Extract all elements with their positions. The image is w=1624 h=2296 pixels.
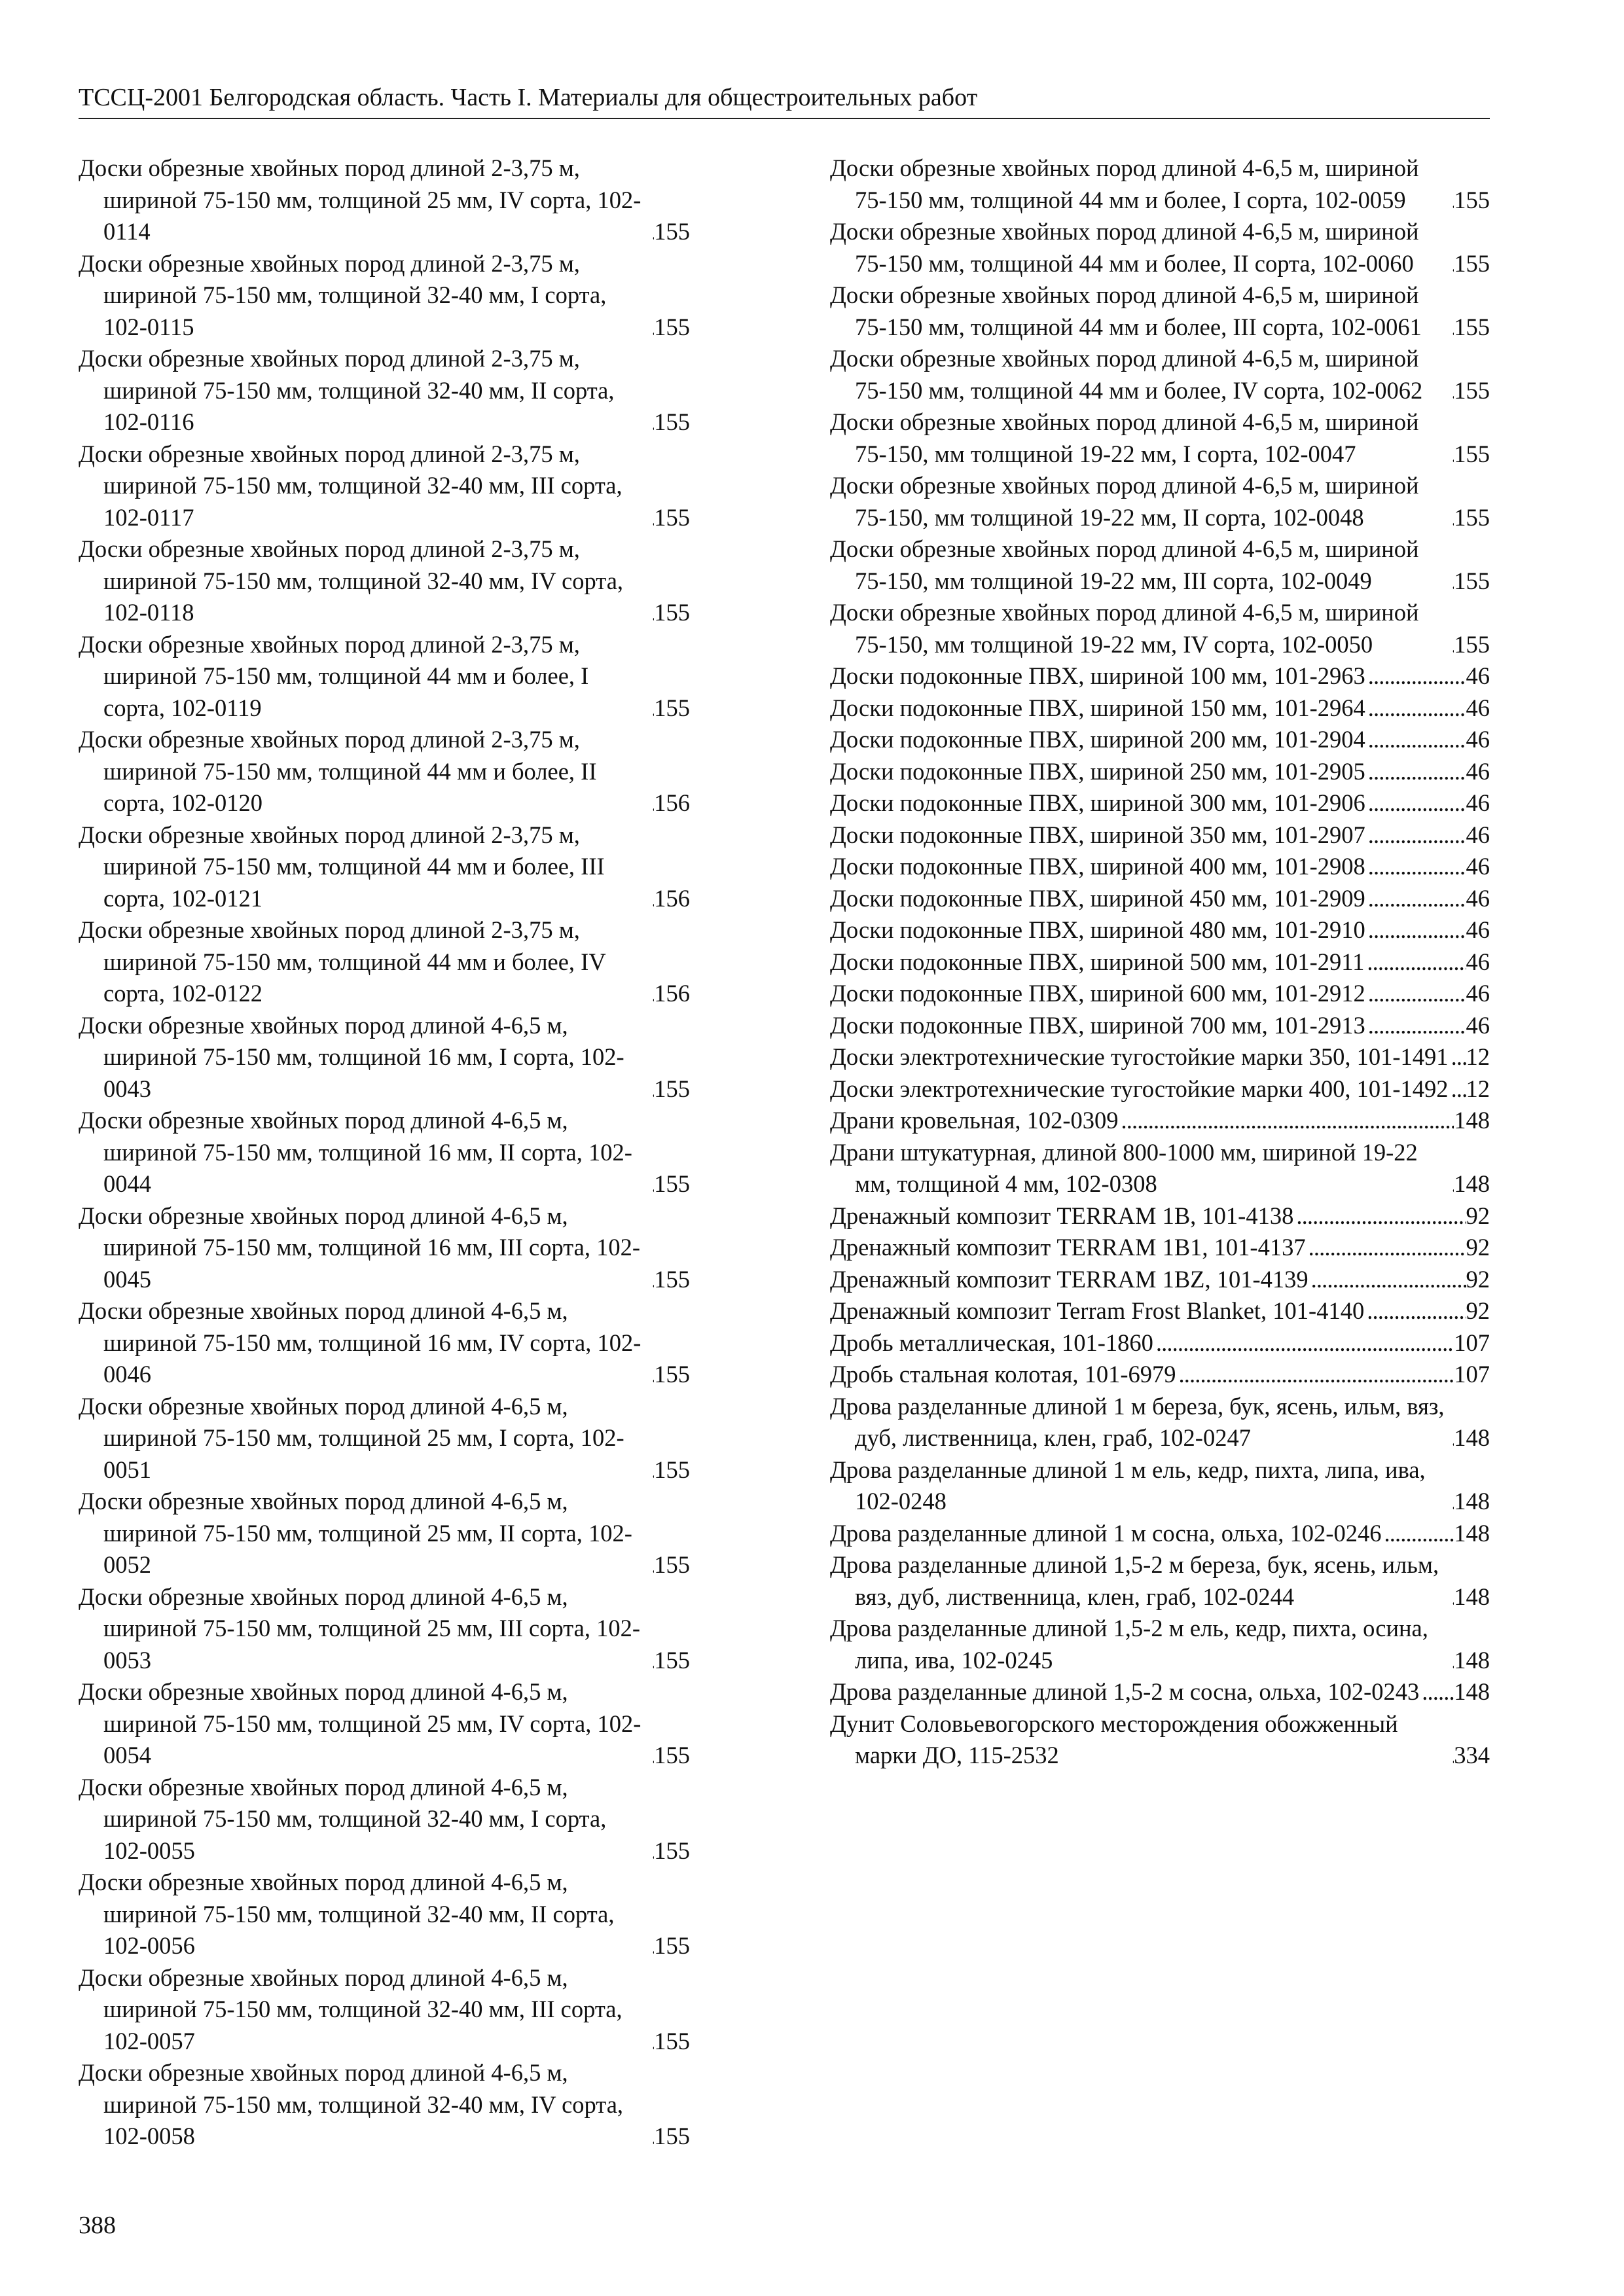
index-entry (830, 1264, 1490, 1296)
dot-leader (1449, 1168, 1454, 1200)
index-entry-text: Доски подоконные ПВХ, шириной 200 мм, 101-2904 (830, 726, 1365, 753)
index-entry (830, 787, 1490, 819)
index-entry (830, 1041, 1490, 1073)
index-entry-text: Доски подоконные ПВХ, шириной 300 мм, 101-2906 (830, 789, 1365, 816)
index-entry-text: Драни кровельная, 102-0309 (830, 1107, 1119, 1134)
index-entry-text: Доски подоконные ПВХ, шириной 350 мм, 101-2907 (830, 821, 1365, 848)
index-entry-page: 156 (654, 789, 690, 816)
index-entry-text: Доски обрезные хвойных пород длиной 4-6,5 м, шириной 75-150 мм, толщиной 44 мм и более, II сорта, 102-0060 (830, 218, 1419, 277)
index-entry-text: Доски подоконные ПВХ, шириной 500 мм, 101-2911 (830, 948, 1365, 975)
index-entry-page: 155 (1454, 249, 1490, 277)
dot-leader (1365, 819, 1466, 852)
dot-leader (649, 502, 654, 534)
index-entry (830, 883, 1490, 915)
dot-leader (649, 597, 654, 629)
index-entry-page: 155 (654, 1837, 690, 1864)
index-entry-text: Дрова разделанные длиной 1,5-2 м сосна, ольха, 102-0243 (830, 1678, 1420, 1705)
index-entry (830, 1295, 1490, 1327)
index-entry-page: 92 (1466, 1297, 1490, 1324)
index-entry-text: Доски обрезные хвойных пород длиной 2-3,75 м, шириной 75-150 мм, толщиной 44 мм и более, I сорта, 102-0119 (79, 630, 589, 721)
index-entry-page: 155 (1454, 376, 1490, 404)
index-entry-page: 155 (654, 1932, 690, 1959)
index-entry (79, 724, 690, 819)
index-entry-page: 155 (654, 2123, 690, 2149)
index-entry (830, 1327, 1490, 1359)
index-entry (79, 248, 690, 344)
index-entry (830, 1549, 1490, 1613)
index-entry-text: Дренажный композит TERRAM 1B, 101-4138 (830, 1202, 1294, 1229)
index-entry-text: Доски подоконные ПВХ, шириной 400 мм, 101-2908 (830, 853, 1365, 880)
dot-leader (1449, 1645, 1454, 1677)
index-entry-text: Доски обрезные хвойных пород длиной 4-6,5 м, шириной 75-150 мм, толщиной 44 мм и более, I сорта, 102-0059 (830, 154, 1419, 213)
index-entry-page: 155 (654, 1742, 690, 1768)
index-entry-page: 155 (654, 2027, 690, 2054)
index-entry-page: 155 (654, 1170, 690, 1197)
index-entry-text: Доски обрезные хвойных пород длиной 4-6,5 м, шириной 75-150, мм толщиной 19-22 мм, II сорта, 102-0048 (830, 472, 1419, 531)
index-entry (830, 946, 1490, 978)
index-entry-page: 148 (1454, 1107, 1490, 1134)
index-entry-page: 107 (1454, 1361, 1490, 1388)
dot-leader (1364, 1295, 1466, 1327)
index-entry (79, 819, 690, 915)
index-entry (79, 2057, 690, 2153)
dot-leader (1365, 787, 1466, 819)
dot-leader (649, 883, 654, 915)
index-entry (79, 1581, 690, 1677)
index-entry-page: 155 (654, 1456, 690, 1483)
index-entry (830, 851, 1490, 883)
index-entry (79, 1391, 690, 1486)
dot-leader (649, 2026, 654, 2058)
dot-leader (1365, 756, 1466, 788)
index-entry-text: Доски обрезные хвойных пород длиной 4-6,5 м, шириной 75-150, мм толщиной 19-22 мм, I сорта, 102-0047 (830, 408, 1419, 467)
dot-leader (649, 1930, 654, 1962)
index-entry (830, 1105, 1490, 1137)
index-entry (830, 724, 1490, 756)
index-entry-page: 155 (1454, 186, 1490, 213)
index-entry-text: Доски подоконные ПВХ, шириной 600 мм, 101-2912 (830, 980, 1365, 1007)
index-entry (830, 1454, 1490, 1518)
index-entry-text: Доски обрезные хвойных пород длиной 2-3,75 м, шириной 75-150 мм, толщиной 44 мм и более, IV сорта, 102-0122 (79, 916, 606, 1007)
index-entry (830, 343, 1490, 406)
dot-leader (1449, 1422, 1454, 1454)
index-entry-text: Доски обрезные хвойных пород длиной 4-6,5 м, шириной 75-150 мм, толщиной 16 мм, III сорта, 102-0045 (79, 1202, 641, 1293)
index-entry (830, 756, 1490, 788)
index-entry-text: Дрова разделанные длиной 1 м береза, бук, ясень, ильм, вяз, дуб, лиственница, клен, граб, 102-0247 (830, 1392, 1445, 1451)
dot-leader (1449, 1041, 1466, 1073)
index-entry-page: 46 (1466, 757, 1490, 785)
dot-leader (649, 1645, 654, 1677)
index-entry-text: Драни штукатурная, длиной 800-1000 мм, шириной 19-22 мм, толщиной 4 мм, 102-0308 (830, 1138, 1418, 1197)
index-entry (830, 1232, 1490, 1264)
index-entry-page: 155 (654, 1646, 690, 1674)
index-column-left (79, 152, 690, 2153)
dot-leader (649, 1073, 654, 1105)
index-entry (79, 343, 690, 439)
dot-leader (1449, 502, 1454, 534)
dot-leader (1449, 629, 1454, 661)
index-entry (79, 1962, 690, 2058)
index-entry-text: Доски обрезные хвойных пород длиной 4-6,5 м, шириной 75-150 мм, толщиной 16 мм, IV сорта, 102-0046 (79, 1297, 641, 1388)
index-entry-text: Доски обрезные хвойных пород длиной 2-3,75 м, шириной 75-150 мм, толщиной 32-40 мм, II сорта, 102-0116 (79, 345, 615, 435)
index-entry-text: Доски обрезные хвойных пород длиной 4-6,5 м, шириной 75-150 мм, толщиной 25 мм, I сорта, 102-0051 (79, 1392, 624, 1483)
index-entry-text: Доски обрезные хвойных пород длиной 4-6,5 м, шириной 75-150 мм, толщиной 16 мм, II сорта, 102-0044 (79, 1107, 632, 1197)
index-entry-text: Дрова разделанные длиной 1,5-2 м береза, бук, ясень, ильм, вяз, дуб, лиственница, клен, граб, 102-0244 (830, 1551, 1439, 1610)
index-entry-page: 46 (1466, 853, 1490, 880)
dot-leader (649, 1454, 654, 1486)
index-entry-text: Дрова разделанные длиной 1 м ель, кедр, пихта, липа, ива, 102-0248 (830, 1456, 1426, 1515)
index-entry (79, 1676, 690, 1772)
index-entry-text: Доски обрезные хвойных пород длиной 4-6,5 м, шириной 75-150 мм, толщиной 32-40 мм, IV сорта, 102-0058 (79, 2059, 624, 2149)
index-entry (830, 470, 1490, 533)
index-entry-text: Дрова разделанные длиной 1,5-2 м ель, кедр, пихта, осина, липа, ива, 102-0245 (830, 1615, 1428, 1674)
index-entry-page: 155 (654, 218, 690, 245)
index-entry (79, 629, 690, 725)
index-entry-page: 155 (654, 408, 690, 435)
page-header (79, 81, 1490, 119)
dot-leader (1365, 851, 1466, 883)
index-entry-page: 46 (1466, 789, 1490, 816)
index-entry (830, 978, 1490, 1010)
index-entry (79, 1772, 690, 1867)
index-entry-page: 92 (1466, 1265, 1490, 1293)
dot-leader (649, 692, 654, 725)
index-entry (79, 1486, 690, 1581)
index-entry-page: 92 (1466, 1202, 1490, 1229)
index-entry-text: Доски обрезные хвойных пород длиной 4-6,5 м, шириной 75-150 мм, толщиной 25 мм, III сорта, 102-0053 (79, 1583, 641, 1674)
dot-leader (1176, 1359, 1454, 1391)
dot-leader (1449, 1581, 1454, 1613)
index-entry-text: Доски обрезные хвойных пород длиной 2-3,75 м, шириной 75-150 мм, толщиной 25 мм, IV сорта, 102-0114 (79, 154, 641, 245)
index-entry-page: 155 (1454, 503, 1490, 531)
dot-leader (1419, 1676, 1454, 1708)
index-entry-text: Доски обрезные хвойных пород длиной 4-6,5 м, шириной 75-150 мм, толщиной 32-40 мм, II сорта, 102-0056 (79, 1869, 615, 1959)
index-entry-text: Дунит Соловьевогорского месторождения обожженный марки ДО, 115-2532 (830, 1710, 1398, 1768)
index-entry-text: Доски обрезные хвойных пород длиной 4-6,5 м, шириной 75-150 мм, толщиной 16 мм, I сорта, 102-0043 (79, 1011, 624, 1102)
index-entry-page: 155 (654, 1551, 690, 1578)
index-entry-text: Доски обрезные хвойных пород длиной 4-6,5 м, шириной 75-150 мм, толщиной 25 мм, IV сорта, 102-0054 (79, 1678, 641, 1768)
dot-leader (1449, 1740, 1454, 1772)
index-entry (79, 439, 690, 534)
dot-leader (1381, 1518, 1454, 1550)
index-entry (830, 1137, 1490, 1200)
index-entry-page: 46 (1466, 821, 1490, 848)
index-entry-page: 155 (654, 694, 690, 721)
index-entry-text: Доски обрезные хвойных пород длиной 2-3,75 м, шириной 75-150 мм, толщиной 32-40 мм, III сорта, 102-0117 (79, 440, 623, 531)
dot-leader (1449, 375, 1454, 407)
index-entry-text: Доски подоконные ПВХ, шириной 480 мм, 101-2910 (830, 916, 1365, 943)
index-entry (830, 1073, 1490, 1105)
index-entry-text: Доски обрезные хвойных пород длиной 2-3,75 м, шириной 75-150 мм, толщиной 44 мм и более, III сорта, 102-0121 (79, 821, 605, 912)
dot-leader (1293, 1200, 1466, 1232)
dot-leader (649, 1168, 654, 1200)
index-entry (830, 1359, 1490, 1391)
index-entry-text: Доски подоконные ПВХ, шириной 150 мм, 101-2964 (830, 694, 1365, 721)
dot-leader (1364, 946, 1466, 978)
index-entry (830, 914, 1490, 946)
index-entry-page: 156 (654, 980, 690, 1007)
index-entry-page: 46 (1466, 980, 1490, 1007)
index-entry-text: Доски обрезные хвойных пород длиной 4-6,5 м, шириной 75-150 мм, толщиной 44 мм и более, IV сорта, 102-0062 (830, 345, 1423, 404)
page-number: 388 (79, 2212, 116, 2239)
index-entry-text: Доски обрезные хвойных пород длиной 4-6,5 м, шириной 75-150 мм, толщиной 32-40 мм, I сорта, 102-0055 (79, 1773, 607, 1864)
index-entry (79, 914, 690, 1010)
index-column-right (830, 152, 1490, 1772)
dot-leader (1365, 914, 1466, 946)
index-entry (830, 533, 1490, 597)
index-entry-text: Доски обрезные хвойных пород длиной 4-6,5 м, шириной 75-150 мм, толщиной 32-40 мм, III сорта, 102-0057 (79, 1964, 623, 2054)
dot-leader (1365, 660, 1466, 692)
dot-leader (1365, 978, 1466, 1010)
index-entry-page: 155 (654, 1361, 690, 1388)
index-entry-text: Доски обрезные хвойных пород длиной 4-6,5 м, шириной 75-150, мм толщиной 19-22 мм, IV сорта, 102-0050 (830, 599, 1419, 658)
index-entry (79, 1105, 690, 1200)
index-entry-text: Доски обрезные хвойных пород длиной 2-3,75 м, шириной 75-150 мм, толщиной 32-40 мм, I сорта, 102-0115 (79, 249, 607, 340)
index-entry-text: Дренажный композит TERRAM 1B1, 101-4137 (830, 1234, 1306, 1261)
dot-leader (1449, 565, 1454, 598)
index-entry-text: Дренажный композит Terram Frost Blanket, 101-4140 (830, 1297, 1365, 1324)
index-entry-text: Доски обрезные хвойных пород длиной 2-3,75 м, шириной 75-150 мм, толщиной 44 мм и более, II сорта, 102-0120 (79, 726, 597, 816)
index-entry-text: Доски обрезные хвойных пород длиной 4-6,5 м, шириной 75-150 мм, толщиной 44 мм и более, III сорта, 102-0061 (830, 281, 1422, 340)
index-entry-page: 148 (1454, 1488, 1490, 1515)
dot-leader (1449, 312, 1454, 344)
index-entry (830, 692, 1490, 725)
dot-leader (1365, 883, 1466, 915)
index-entry (830, 1391, 1490, 1454)
dot-leader (1449, 248, 1454, 280)
dot-leader (649, 978, 654, 1010)
index-entry-page: 148 (1454, 1170, 1490, 1197)
index-entry-page: 148 (1454, 1646, 1490, 1674)
dot-leader (649, 787, 654, 819)
index-entry-page: 107 (1454, 1329, 1490, 1356)
index-entry (830, 597, 1490, 660)
index-entry-page: 155 (654, 1265, 690, 1293)
index-entry (79, 1295, 690, 1391)
dot-leader (1153, 1327, 1454, 1359)
index-entry-page: 12 (1466, 1043, 1490, 1070)
index-entry-page: 155 (654, 599, 690, 626)
index-entry (830, 279, 1490, 343)
index-entry-page: 334 (1454, 1742, 1490, 1768)
dot-leader (649, 2121, 654, 2153)
index-entry-text: Доски подоконные ПВХ, шириной 450 мм, 101-2909 (830, 884, 1365, 912)
dot-leader (649, 1549, 654, 1581)
dot-leader (1308, 1264, 1466, 1296)
dot-leader (1449, 1073, 1466, 1105)
index-entry-page: 46 (1466, 884, 1490, 912)
index-entry (830, 152, 1490, 216)
dot-leader (649, 312, 654, 344)
index-entry (79, 1867, 690, 1962)
index-entry (830, 1200, 1490, 1232)
index-entry (830, 1708, 1490, 1772)
index-entry-page: 46 (1466, 1011, 1490, 1039)
index-entry-page: 155 (1454, 440, 1490, 467)
index-entry-page: 155 (654, 1075, 690, 1102)
index-entry-text: Дренажный композит TERRAM 1BZ, 101-4139 (830, 1265, 1308, 1293)
index-entry (830, 660, 1490, 692)
index-entry-text: Доски электротехнические тугостойкие марки 400, 101-1492 (830, 1075, 1449, 1102)
index-entry-page: 155 (1454, 630, 1490, 658)
dot-leader (649, 1264, 654, 1296)
index-entry-text: Доски обрезные хвойных пород длиной 2-3,75 м, шириной 75-150 мм, толщиной 32-40 мм, IV сорта, 102-0118 (79, 535, 624, 626)
index-entry (830, 1613, 1490, 1676)
dot-leader (1365, 724, 1466, 756)
index-entry-page: 155 (654, 313, 690, 340)
dot-leader (1365, 1010, 1466, 1042)
dot-leader (649, 1740, 654, 1772)
index-entry-page: 148 (1454, 1678, 1490, 1705)
dot-leader (649, 1835, 654, 1867)
dot-leader (1449, 1486, 1454, 1518)
index-entry-page: 148 (1454, 1424, 1490, 1451)
index-entry (79, 1200, 690, 1296)
index-entry-page: 148 (1454, 1583, 1490, 1610)
index-entry-page: 148 (1454, 1519, 1490, 1547)
index-entry-text: Дрова разделанные длиной 1 м сосна, ольха, 102-0246 (830, 1519, 1382, 1547)
index-entry (830, 819, 1490, 852)
index-entry-page: 155 (1454, 313, 1490, 340)
index-entry-text: Доски подоконные ПВХ, шириной 700 мм, 101-2913 (830, 1011, 1365, 1039)
index-entry-page: 46 (1466, 916, 1490, 943)
index-entry-page: 12 (1466, 1075, 1490, 1102)
index-entry-page: 46 (1466, 662, 1490, 689)
dot-leader (649, 216, 654, 248)
index-entry-page: 155 (654, 503, 690, 531)
index-entry (830, 1518, 1490, 1550)
index-entry-text: Дробь стальная колотая, 101-6979 (830, 1361, 1176, 1388)
dot-leader (1119, 1105, 1454, 1137)
index-entry-text: Доски подоконные ПВХ, шириной 250 мм, 101-2905 (830, 757, 1365, 785)
index-entry (79, 1010, 690, 1105)
index-entry (830, 1676, 1490, 1708)
index-entry-text: Доски подоконные ПВХ, шириной 100 мм, 101-2963 (830, 662, 1365, 689)
dot-leader (649, 1359, 654, 1391)
index-entry (79, 152, 690, 248)
dot-leader (1449, 439, 1454, 471)
index-entry-page: 46 (1466, 694, 1490, 721)
running-title: ТССЦ-2001 Белгородская область. Часть I. Материалы для общестроительных работ (79, 84, 978, 111)
dot-leader (1365, 692, 1466, 725)
dot-leader (1449, 185, 1454, 217)
index-entry (830, 216, 1490, 279)
index-entry (830, 1010, 1490, 1042)
index-entry-page: 155 (1454, 567, 1490, 594)
index-entry-page: 46 (1466, 948, 1490, 975)
dot-leader (649, 406, 654, 439)
index-entry (830, 406, 1490, 470)
index-entry-text: Дробь металлическая, 101-1860 (830, 1329, 1153, 1356)
index-entry-page: 156 (654, 884, 690, 912)
index-entry-page: 46 (1466, 726, 1490, 753)
index-entry-text: Доски обрезные хвойных пород длиной 4-6,5 м, шириной 75-150 мм, толщиной 25 мм, II сорта, 102-0052 (79, 1488, 632, 1578)
index-entry-text: Доски обрезные хвойных пород длиной 4-6,5 м, шириной 75-150, мм толщиной 19-22 мм, III сорта, 102-0049 (830, 535, 1419, 594)
index-entry-text: Доски электротехнические тугостойкие марки 350, 101-1491 (830, 1043, 1449, 1070)
dot-leader (1306, 1232, 1466, 1264)
index-entry-page: 92 (1466, 1234, 1490, 1261)
index-entry (79, 533, 690, 629)
